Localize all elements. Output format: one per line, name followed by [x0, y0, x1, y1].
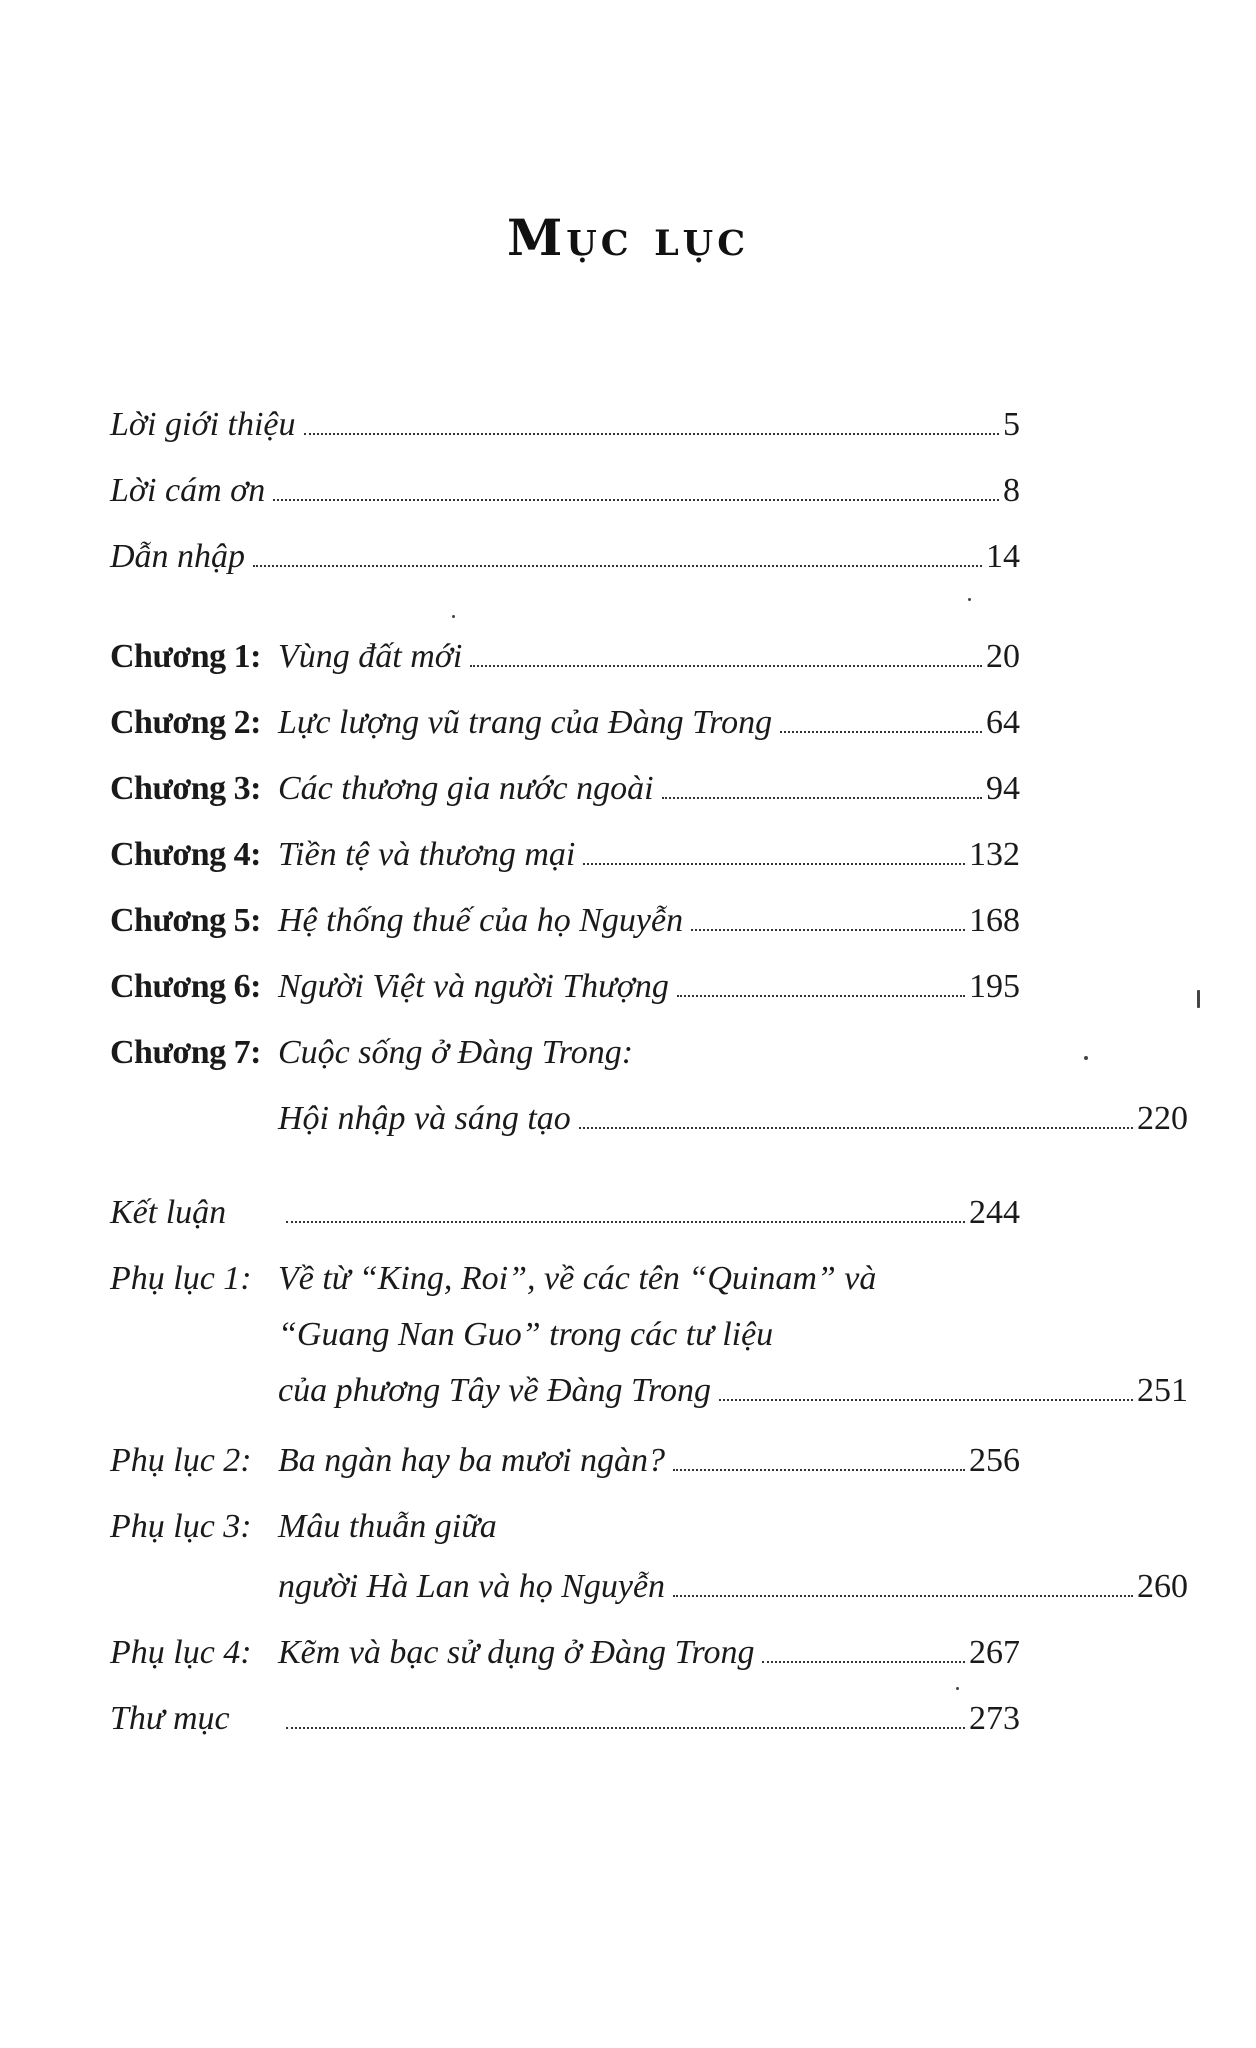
appendix-title-continued: người Hà Lan và họ Nguyễn	[278, 1568, 666, 1605]
toc-entry-bibliography[interactable]	[110, 1699, 1020, 1765]
dot-leader	[583, 862, 965, 865]
chapter-title: Tiền tệ và thương mại	[278, 836, 576, 873]
chapter-label: Chương 4:	[110, 836, 261, 873]
toc-page-number: 267	[969, 1634, 1020, 1671]
toc-page-number: 220	[1137, 1100, 1188, 1137]
dot-leader	[662, 796, 982, 799]
chapter-label: Chương 2:	[110, 704, 261, 741]
toc-entry-title: Lời giới thiệu	[110, 406, 296, 443]
chapter-label: Chương 7:	[110, 1034, 261, 1071]
toc-page-number: 5	[1003, 406, 1020, 443]
appendix-label: Phụ lục 1:	[110, 1260, 252, 1297]
toc-page-number: 260	[1137, 1568, 1188, 1605]
toc-entry-front-1[interactable]	[110, 471, 1020, 537]
toc-page-number: 244	[969, 1194, 1020, 1231]
dot-leader	[673, 1594, 1133, 1597]
toc-entry-chapter-3[interactable]	[110, 769, 1020, 835]
chapter-label: Chương 3:	[110, 770, 261, 807]
dot-leader	[719, 1398, 1133, 1401]
dot-leader	[273, 498, 999, 501]
chapter-title: Lực lượng vũ trang của Đàng Trong	[278, 704, 773, 741]
chapter-title: Hệ thống thuế của họ Nguyễn	[278, 902, 684, 939]
chapter-label: Chương 5:	[110, 902, 261, 939]
toc-entry-front-2[interactable]	[110, 537, 1020, 603]
toc-page-number: 168	[969, 902, 1020, 939]
page-title: Mục lục	[506, 208, 750, 267]
scan-speck	[1084, 1056, 1088, 1060]
toc-page-number: 256	[969, 1442, 1020, 1479]
toc-entry-appendix-1[interactable]	[110, 1259, 1188, 1437]
toc-page-number: 8	[1003, 472, 1020, 509]
toc-page-number: 20	[986, 638, 1020, 675]
appendix-title: Mâu thuẫn giữa	[278, 1508, 497, 1545]
toc-entry-front-0[interactable]	[110, 405, 1020, 471]
appendix-label: Phụ lục 4:	[110, 1634, 252, 1671]
toc-page-number: 14	[986, 538, 1020, 575]
chapter-title: Cuộc sống ở Đàng Trong:	[278, 1034, 634, 1071]
appendix-label: Phụ lục 3:	[110, 1508, 252, 1545]
appendix-title-continued: “Guang Nan Guo” trong các tư liệu	[278, 1316, 774, 1353]
toc-entry-chapter-1[interactable]	[110, 637, 1020, 703]
dot-leader	[304, 432, 999, 435]
toc-entry-title: Dẫn nhập	[110, 538, 246, 575]
appendix-label: Phụ lục 2:	[110, 1442, 252, 1479]
toc-entry-chapter-6[interactable]	[110, 967, 1020, 1033]
toc-page-number: 273	[969, 1700, 1020, 1737]
dot-leader	[673, 1468, 965, 1471]
chapter-title-continued: Hội nhập và sáng tạo	[278, 1100, 571, 1137]
toc-page-number: 132	[969, 836, 1020, 873]
toc-entry-chapter-7[interactable]	[110, 1033, 1188, 1165]
dot-leader	[470, 664, 982, 667]
dot-leader	[677, 994, 965, 997]
toc-entry-chapter-4[interactable]	[110, 835, 1020, 901]
dot-leader	[691, 928, 965, 931]
toc-page-number: 94	[986, 770, 1020, 807]
toc-entry-appendix-3[interactable]	[110, 1507, 1188, 1633]
dot-leader	[253, 564, 982, 567]
toc-entry-chapter-2[interactable]	[110, 703, 1020, 769]
dot-leader	[579, 1126, 1133, 1129]
chapter-label: Chương 6:	[110, 968, 261, 1005]
scan-speck	[956, 1687, 959, 1690]
toc-entry-appendix-4[interactable]	[110, 1633, 1020, 1699]
toc-entry-title: Lời cám ơn	[110, 472, 266, 509]
chapter-title: Các thương gia nước ngoài	[278, 770, 654, 807]
scan-speck	[968, 598, 971, 601]
chapter-title: Vùng đất mới	[278, 638, 463, 675]
scan-speck	[452, 615, 455, 618]
toc-entry-conclusion[interactable]	[110, 1193, 1020, 1259]
toc-entry-appendix-2[interactable]	[110, 1441, 1020, 1507]
dot-leader	[286, 1220, 965, 1223]
dot-leader	[762, 1660, 965, 1663]
toc-page-number: 195	[969, 968, 1020, 1005]
dot-leader	[780, 730, 982, 733]
section-label: Kết luận	[110, 1194, 227, 1231]
toc-page-number: 251	[1137, 1372, 1188, 1409]
chapter-title: Người Việt và người Thượng	[278, 968, 669, 1005]
appendix-title-continued: của phương Tây về Đàng Trong	[278, 1372, 712, 1409]
toc-page-number: 64	[986, 704, 1020, 741]
section-label: Thư mục	[110, 1700, 230, 1737]
appendix-title: Về từ “King, Roi”, về các tên “Quinam” và	[278, 1260, 877, 1297]
dot-leader	[286, 1726, 965, 1729]
appendix-title: Kẽm và bạc sử dụng ở Đàng Trong	[278, 1634, 755, 1671]
appendix-title: Ba ngàn hay ba mươi ngàn?	[278, 1442, 666, 1479]
scan-speck	[1197, 990, 1200, 1008]
toc-entry-chapter-5[interactable]	[110, 901, 1020, 967]
chapter-label: Chương 1:	[110, 638, 261, 675]
